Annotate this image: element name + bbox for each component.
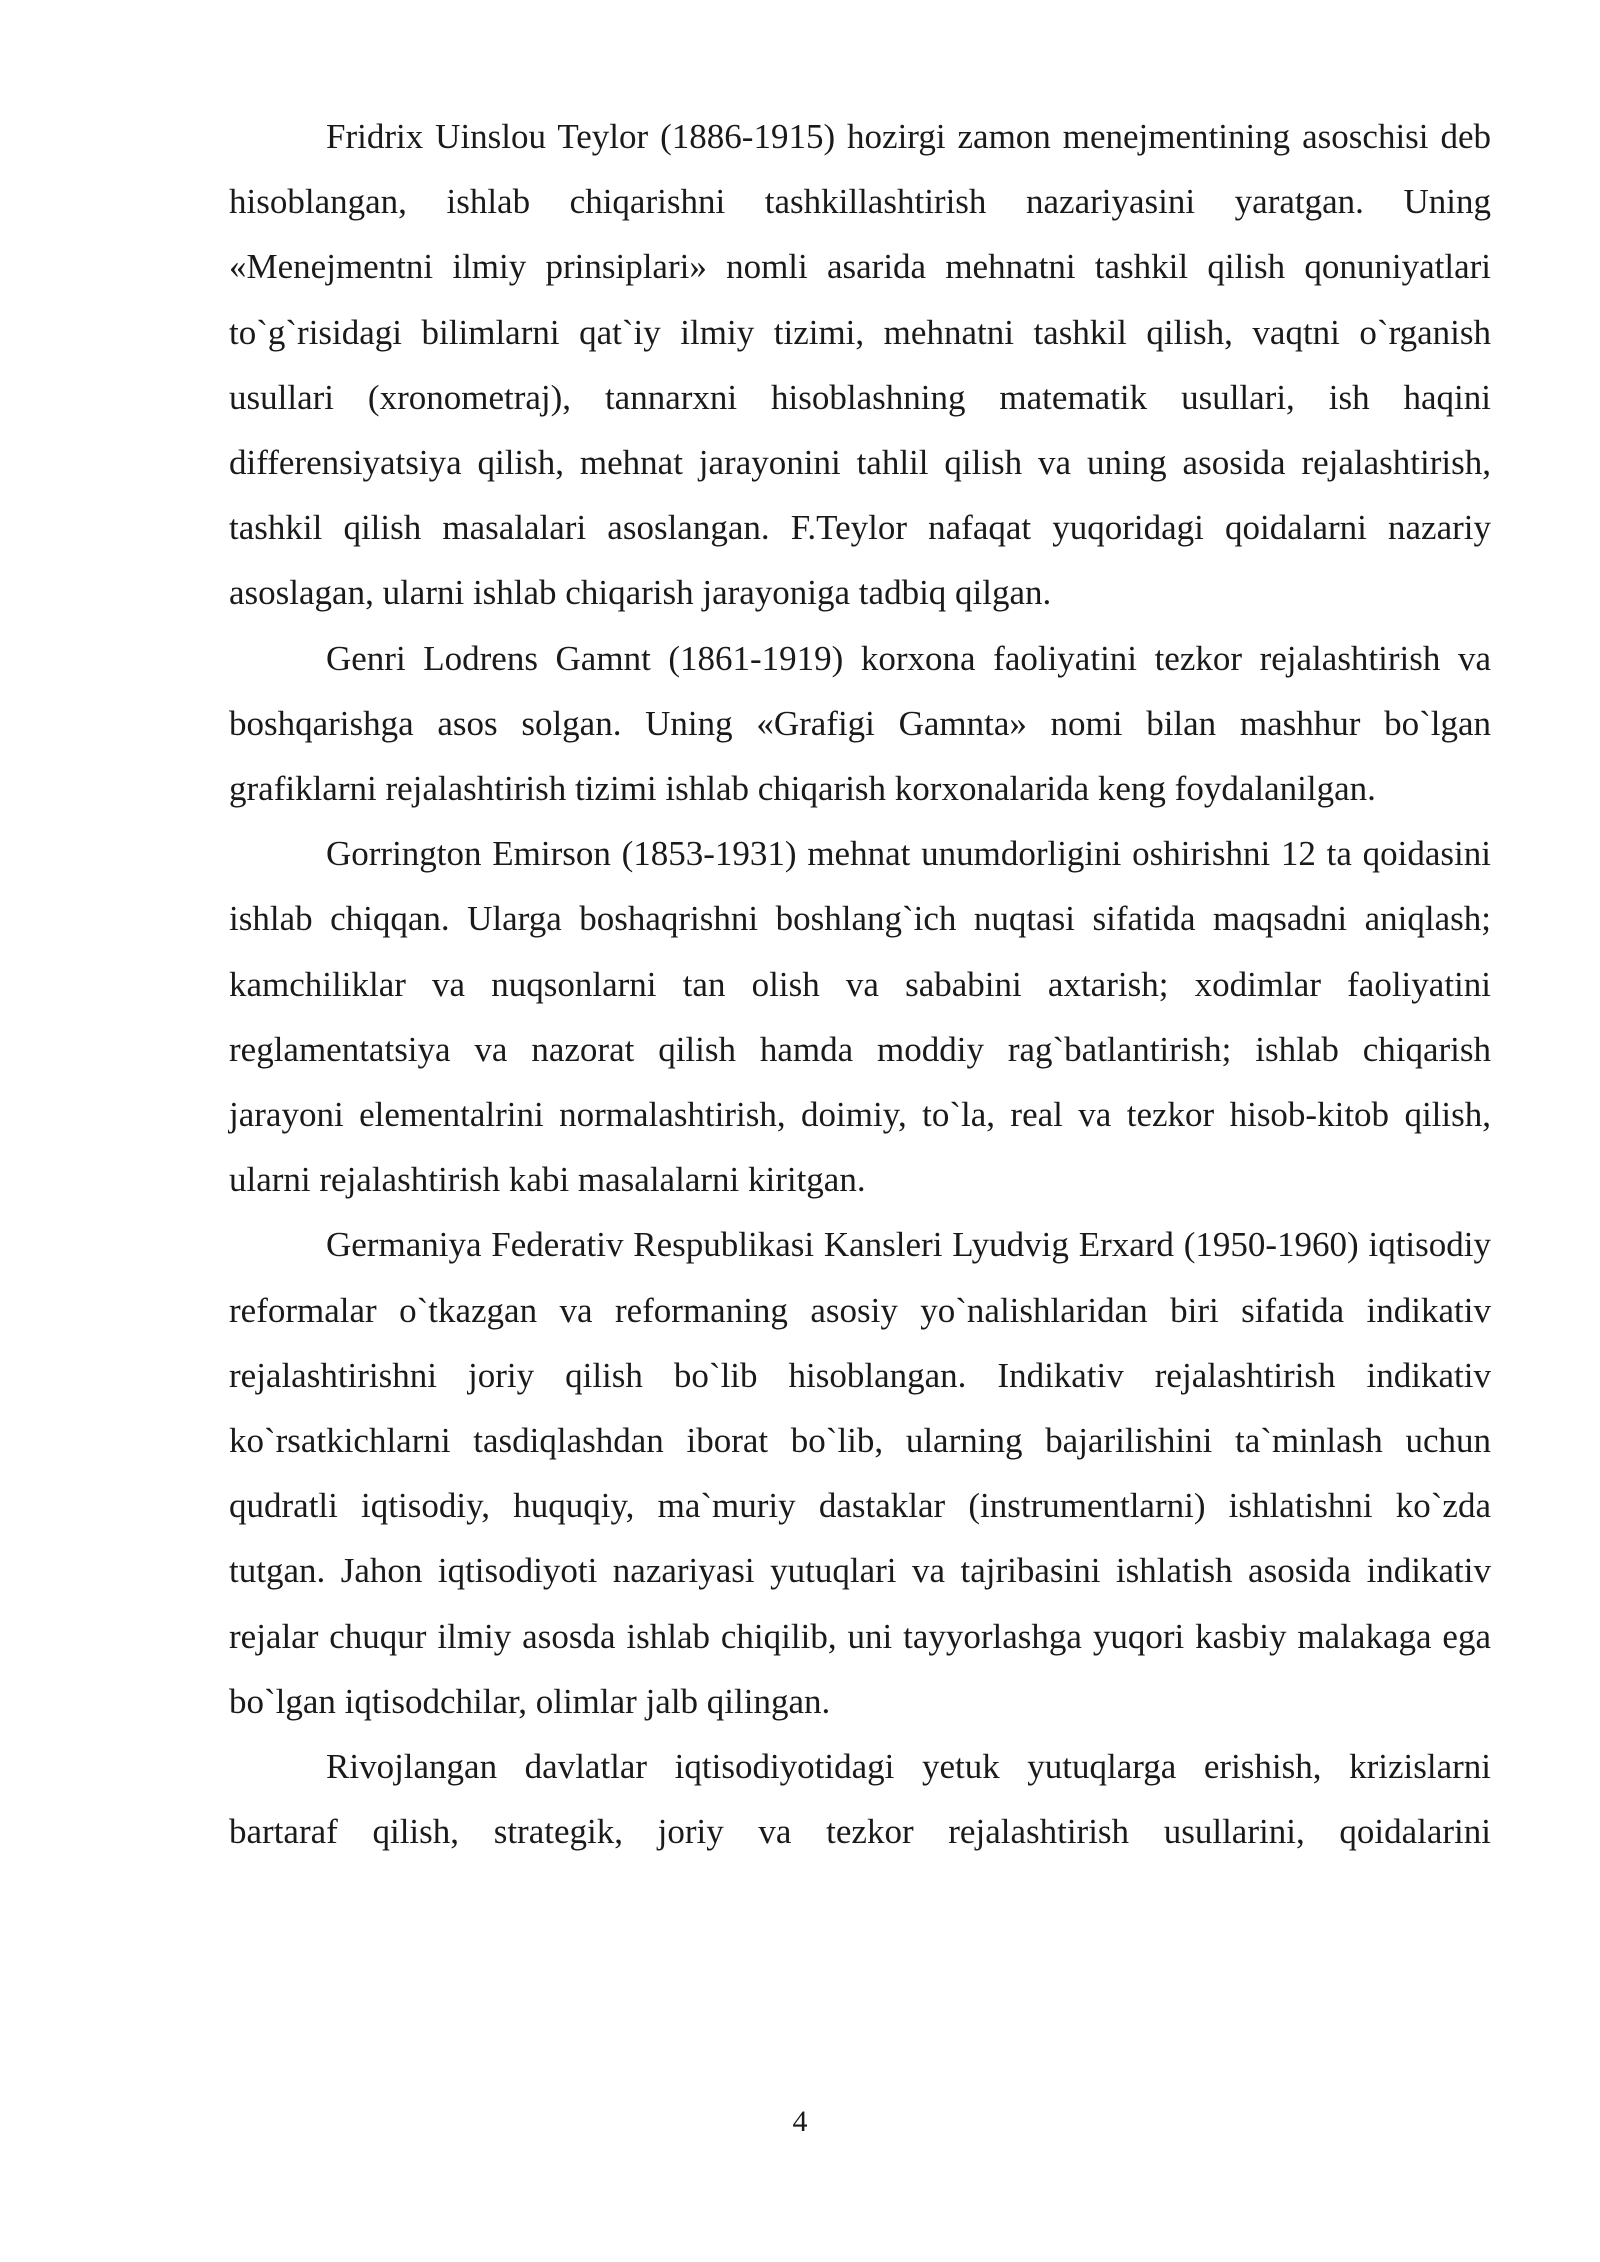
paragraph-erhard: Germaniya Federativ Respublikasi Kansleri Lyudvig Erxard (1950-1960) iqtisodiy reformalar o`tkazgan va reformaning asosiy yo`nalishlaridan biri sifatida indikativ rejalashtirishni joriy qilish bo`lib hisoblangan. Indikativ rejalashtirish indikativ ko`rsatkichlarni tasdiqlashdan iborat bo`lib, ularning bajarilishini ta`minlash uchun qudratli iqtisodiy, huquqiy, ma`muriy dastaklar (instrumentlarni) ishlatishni ko`zda tutgan. Jahon iqtisodiyoti nazariyasi yutuqlari va tajribasini ishlatish asosida indikativ rejalar chuqur ilmiy asosda ishlab chiqilib, uni tayyorlashga yuqori kasbiy malakaga ega bo`lgan iqtisodchilar, olimlar jalb qilingan. (229, 1225, 1491, 1721)
document-body (229, 104, 1491, 1864)
paragraph-gantt: Genri Lodrens Gamnt (1861-1919) korxona faoliyatini tezkor rejalashtirish va boshqarishga asos solgan. Uning «Grafigi Gamnta» nomi bilan mashhur bo`lgan grafiklarni rejalashtirish tizimi ishlab chiqarish korxonalarida keng foydalanilgan. (229, 638, 1491, 809)
paragraph-taylor: Fridrix Uinslou Teylor (1886-1915) hozirgi zamon menejmentining asoschisi deb hisoblangan, ishlab chiqarishni tashkillashtirish nazariyasini yaratgan. Uning «Menejmentni ilmiy prinsiplari» nomli asarida mehnatni tashkil qilish qonuniyatlari to`g`risidagi bilimlarni qat`iy ilmiy tizimi, mehnatni tashkil qilish, vaqtni o`rganish usullari (xronometraj), tannarxni hisoblashning matematik usullari, ish haqini differensiyatsiya qilish, mehnat jarayonini tahlil qilish va uning asosida rejalashtirish, tashkil qilish masalalari asoslangan. F.Teylor nafaqat yuqoridagi qoidalarni nazariy asoslagan, ularni ishlab chiqarish jarayoniga tadbiq qilgan. (229, 117, 1491, 613)
page-number: 4 (792, 2105, 808, 2138)
paragraph-emerson: Gorrington Emirson (1853-1931) mehnat unumdorligini oshirishni 12 ta qoidasini ishlab chiqqan. Ularga boshaqrishni boshlang`ich nuqtasi sifatida maqsadni aniqlash; kamchiliklar va nuqsonlarni tan olish va sababini axtarish; xodimlar faoliyatini reglamentatsiya va nazorat qilish hamda moddiy rag`batlantirish; ishlab chiqarish jarayoni elementalrini normalashtirish, doimiy, to`la, real va tezkor hisob-kitob qilish, ularni rejalashtirish kabi masalalarni kiritgan. (229, 834, 1491, 1200)
paragraph-developed-countries: Rivojlangan davlatlar iqtisodiyotidagi yetuk yutuqlarga erishish, krizislarni bartaraf qilish, strategik, joriy va tezkor rejalashtirish usullarini, qoidalarini (229, 1747, 1491, 1852)
